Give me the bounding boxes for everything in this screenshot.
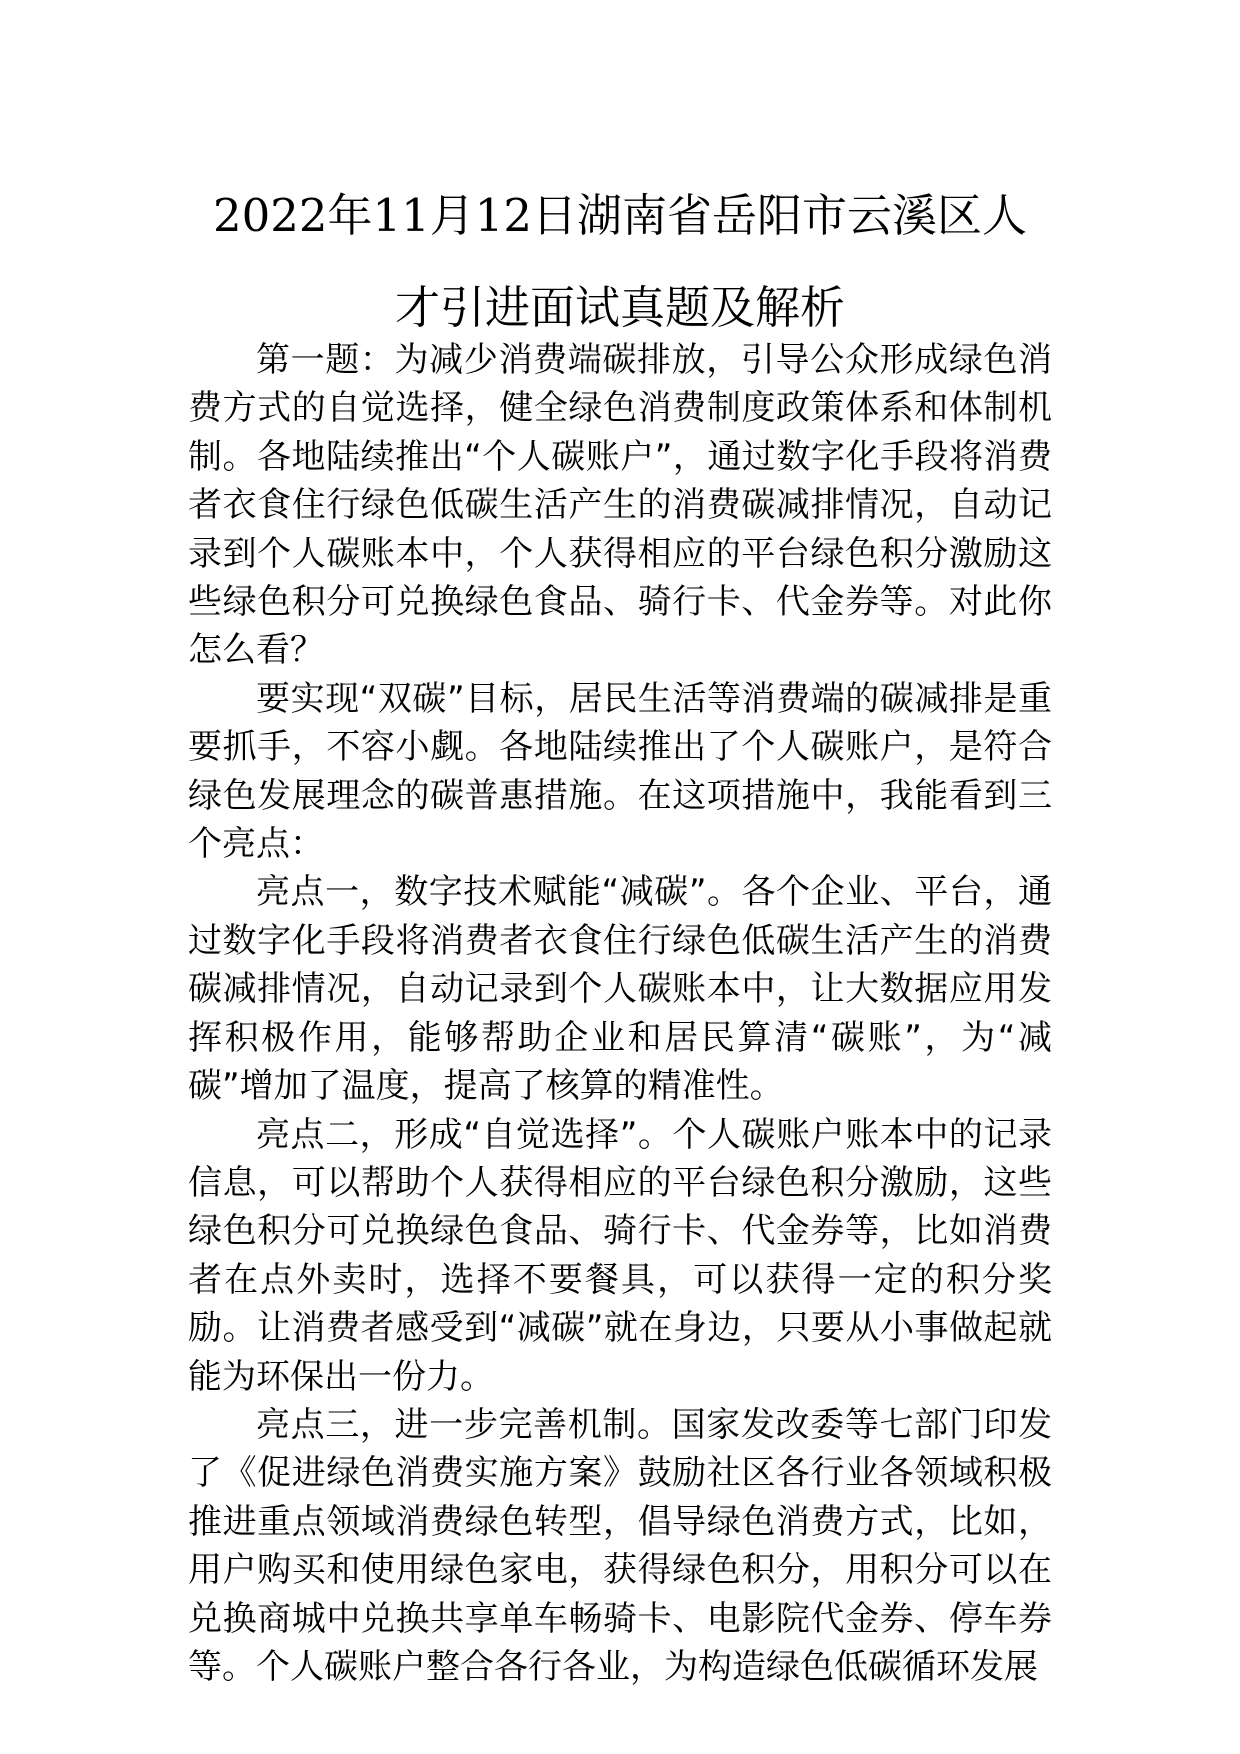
title-line-1: 2022年11月12日湖南省岳阳市云溪区人	[212, 189, 1028, 242]
paragraph-intro: 要实现“双碳”目标，居民生活等消费端的碳减排是重要抓手，不容小觑。各地陆续推出了个人碳账户，是符合绿色发展理念的碳普惠措施。在这项措施中，我能看到三个亮点：	[188, 678, 1052, 865]
paragraph-highlight-2: 亮点二，形成“自觉选择”。个人碳账户账本中的记录信息，可以帮助个人获得相应的平台绿色积分激励，这些绿色积分可兑换绿色食品、骑行卡、代金券等，比如消费者在点外卖时，选择不要餐具，可以获得一定的积分奖励。让消费者感受到“减碳”就在身边，只要从小事做起就能为环保出一份力。	[188, 1114, 1052, 1397]
paragraph-highlight-3: 亮点三，进一步完善机制。国家发改委等七部门印发了《促进绿色消费实施方案》鼓励社区各行业各领域积极推进重点领域消费绿色转型，倡导绿色消费方式，比如，用户购买和使用绿色家电，获得绿色积分，用积分可以在兑换商城中兑换共享单车畅骑卡、电影院代金券、停车券等。个人碳账户整合各行各业，为构造绿色低碳循环发展	[188, 1404, 1052, 1687]
document-title	[150, 170, 1090, 354]
document-body	[188, 336, 1052, 1691]
paragraph-question: 第一题：为减少消费端碳排放，引导公众形成绿色消费方式的自觉选择，健全绿色消费制度政策体系和体制机制。各地陆续推出“个人碳账户”，通过数字化手段将消费者衣食住行绿色低碳生活产生的消费碳减排情况，自动记录到个人碳账本中，个人获得相应的平台绿色积分激励这些绿色积分可兑换绿色食品、骑行卡、代金券等。对此你怎么看？	[188, 340, 1052, 671]
paragraph-highlight-1: 亮点一，数字技术赋能“减碳”。各个企业、平台，通过数字化手段将消费者衣食住行绿色低碳生活产生的消费碳减排情况，自动记录到个人碳账本中，让大数据应用发挥积极作用，能够帮助企业和居民算清“碳账”，为“减碳”增加了温度，提高了核算的精准性。	[188, 872, 1052, 1107]
title-line-2: 才引进面试真题及解析	[394, 281, 845, 334]
